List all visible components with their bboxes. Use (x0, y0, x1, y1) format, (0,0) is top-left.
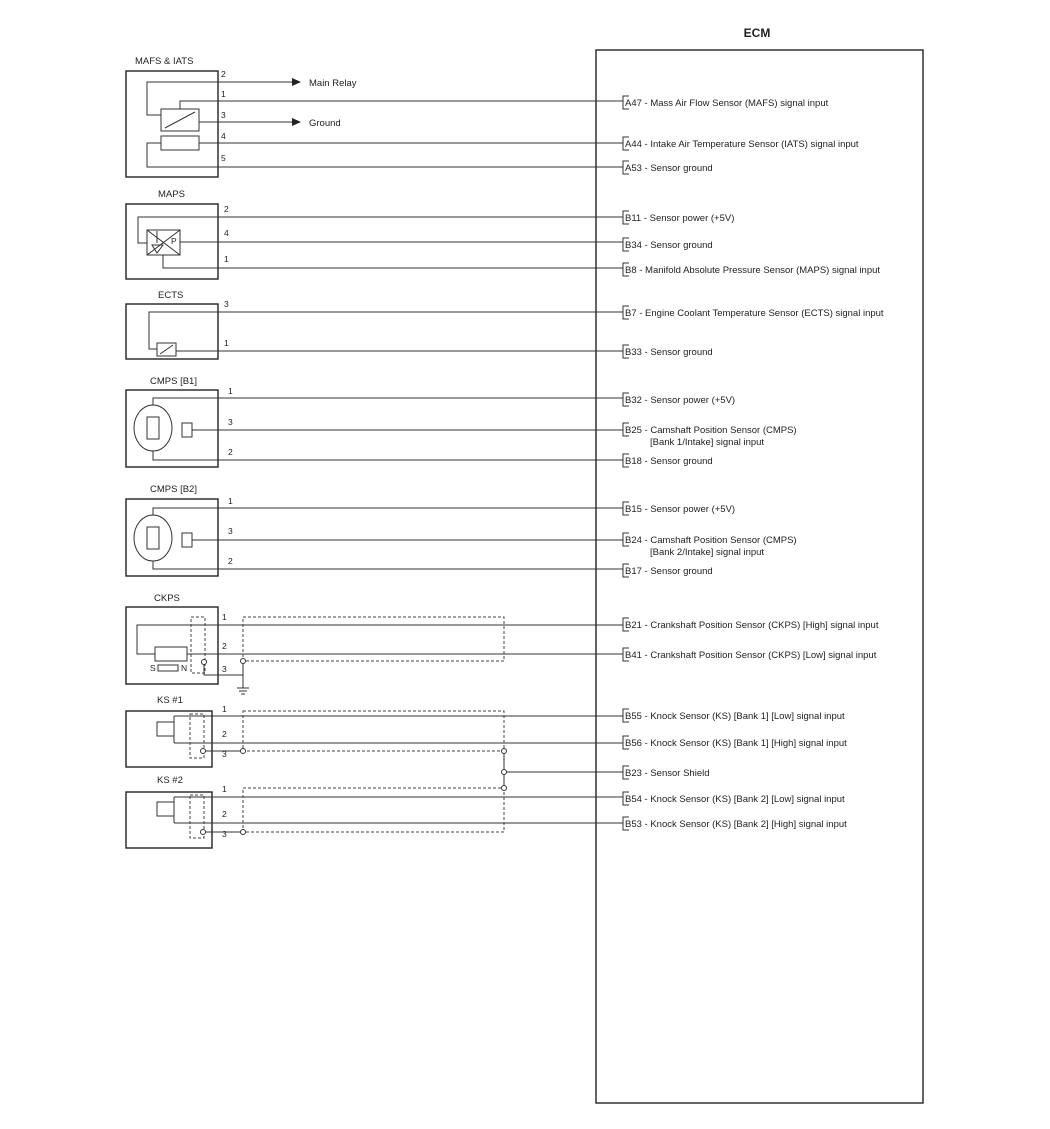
pin-number: 2 (224, 204, 229, 214)
cmps-b2-title: CMPS [B2] (150, 484, 197, 495)
main-relay-label: Main Relay (309, 78, 357, 89)
pin-number: 3 (221, 110, 226, 120)
ecm-pin-label: A47 - Mass Air Flow Sensor (MAFS) signal input (625, 98, 829, 109)
arrow-right-icon (292, 118, 301, 126)
ecm-pin-label: B55 - Knock Sensor (KS) [Bank 1] [Low] signal input (625, 711, 845, 722)
ects-sensor (126, 290, 623, 359)
maps-symbol: P (171, 236, 177, 246)
ckps-title: CKPS (154, 593, 180, 604)
ecm-pin-label: B32 - Sensor power (+5V) (625, 395, 736, 406)
ckps-pole-n: N (181, 663, 188, 673)
ks2-title: KS #2 (157, 775, 183, 786)
pin-number: 2 (228, 556, 233, 566)
ecm-pin-label: B25 - Camshaft Position Sensor (CMPS) (625, 425, 797, 436)
pin-number: 1 (221, 89, 226, 99)
mafs-iats-title: MAFS & IATS (135, 56, 194, 67)
ecm-pin-label: B21 - Crankshaft Position Sensor (CKPS) [High] signal input (625, 620, 879, 631)
pin-number: 2 (222, 729, 227, 739)
ecm-pin-label: B15 - Sensor power (+5V) (625, 504, 736, 515)
ecm-pin-label: A53 - Sensor ground (625, 163, 713, 174)
ks2-shield (243, 788, 504, 832)
ecm-pin-label: B18 - Sensor ground (625, 456, 713, 467)
cmps-b1-title: CMPS [B1] (150, 376, 197, 387)
pin-number: 3 (222, 664, 227, 674)
arrow-right-icon (292, 78, 301, 86)
pin-number: 1 (222, 704, 227, 714)
ecm-pin-label: A44 - Intake Air Temperature Sensor (IATS) signal input (625, 139, 859, 150)
cmps-b2-sensor (126, 484, 623, 576)
ks1-title: KS #1 (157, 695, 183, 706)
pin-number: 5 (221, 153, 226, 163)
ecm-title: ECM (743, 26, 771, 40)
maps-title: MAPS (158, 189, 185, 200)
cmps-b1-sensor (126, 376, 623, 467)
ground-icon (237, 688, 249, 694)
pin-number: 3 (228, 526, 233, 536)
ks2-sensor (126, 775, 623, 848)
ecm-pin-label: B34 - Sensor ground (625, 240, 713, 251)
ks1-sensor (126, 695, 623, 767)
ecm-pin-label-line2: [Bank 2/Intake] signal input (650, 547, 765, 558)
ecm-pin-label: B11 - Sensor power (+5V) (625, 213, 735, 224)
ecm-pin-label: B33 - Sensor ground (625, 347, 713, 358)
ecm-pin-label: B7 - Engine Coolant Temperature Sensor (ECTS) signal input (625, 308, 884, 319)
ecm-pin-label: B17 - Sensor ground (625, 566, 713, 577)
ckps-sensor (126, 593, 623, 694)
pin-number: 3 (222, 749, 227, 759)
pin-number: 1 (228, 386, 233, 396)
ecm-pin-label: B41 - Crankshaft Position Sensor (CKPS) [Low] signal input (625, 650, 877, 661)
ecm-pin-label-line2: [Bank 1/Intake] signal input (650, 437, 765, 448)
pin-number: 2 (222, 641, 227, 651)
ecm-pin-label: B53 - Knock Sensor (KS) [Bank 2] [High] signal input (625, 819, 847, 830)
pin-number: 3 (224, 299, 229, 309)
pin-number: 1 (222, 612, 227, 622)
pin-number: 2 (221, 69, 226, 79)
ecm-pin-label: B8 - Manifold Absolute Pressure Sensor (MAPS) signal input (625, 265, 881, 276)
ckps-pole-s: S (150, 663, 156, 673)
pin-number: 1 (222, 784, 227, 794)
pin-number: 2 (228, 447, 233, 457)
mafs-iats-sensor (126, 56, 623, 177)
maps-sensor (126, 189, 623, 279)
ecm-pin-label: B23 - Sensor Shield (625, 768, 710, 779)
ects-title: ECTS (158, 290, 184, 301)
pin-number: 1 (228, 496, 233, 506)
pin-number: 2 (222, 809, 227, 819)
pin-number: 4 (221, 131, 226, 141)
pin-number: 4 (224, 228, 229, 238)
ecm-pin-label: B54 - Knock Sensor (KS) [Bank 2] [Low] signal input (625, 794, 845, 805)
ground-label: Ground (309, 118, 341, 129)
pin-number: 3 (228, 417, 233, 427)
pin-number: 1 (224, 254, 229, 264)
ks1-shield (243, 711, 504, 751)
ks1-box (126, 711, 212, 767)
ecm-pin-label: B24 - Camshaft Position Sensor (CMPS) (625, 535, 797, 546)
ecm-pin-label: B56 - Knock Sensor (KS) [Bank 1] [High] signal input (625, 738, 847, 749)
pin-number: 1 (224, 338, 229, 348)
ks2-box (126, 792, 212, 848)
pin-number: 3 (222, 829, 227, 839)
